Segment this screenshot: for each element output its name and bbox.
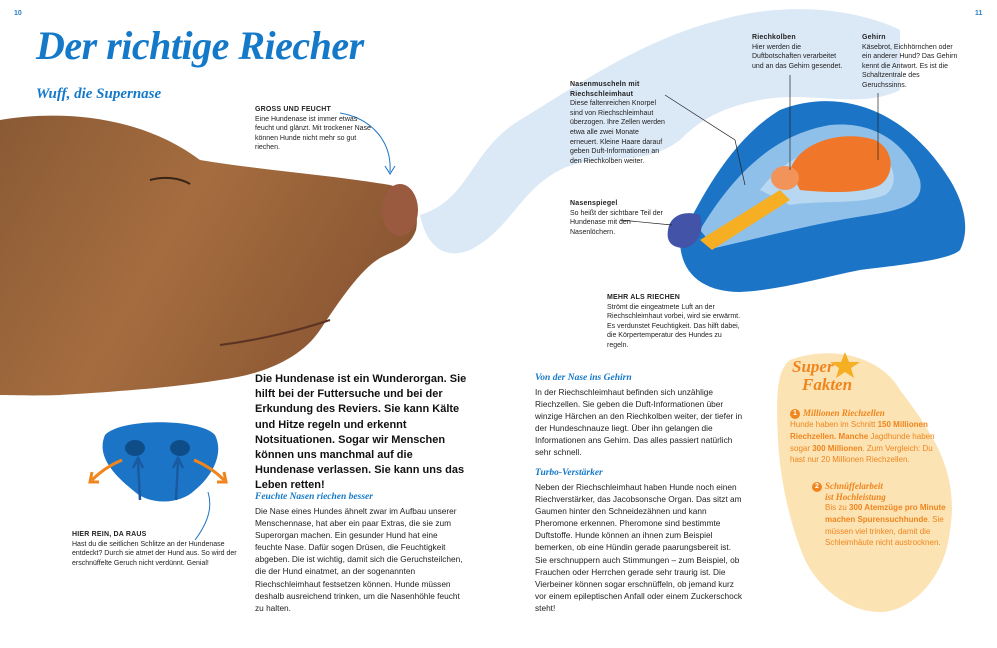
caption-text: Eine Hundenase ist immer etwas feucht und glänzt. Mit trockener Nase können Hunde nicht mehr so gut riechen. — [255, 115, 371, 152]
caption-hier-rein — [72, 530, 237, 568]
fact-item-1 — [790, 408, 950, 466]
facts-title — [792, 358, 852, 394]
fact-heading-line2: ist Hochleistung — [825, 492, 886, 502]
facts-title-line1: Super — [792, 357, 834, 376]
fact-text-part: . Zum Vergleich: Du hast nur 20 Millionen Riechzellen. — [790, 443, 933, 465]
caption-heading: HIER REIN, DA RAUS — [72, 531, 147, 538]
fact-heading — [790, 408, 950, 419]
page-subtitle: Wuff, die Supernase — [36, 86, 162, 102]
caption-heading: GROSS UND FEUCHT — [255, 106, 331, 113]
caption-heading: Gehirn — [862, 34, 886, 41]
fact-item-2 — [812, 481, 952, 549]
fact-text-bold: 300 Atemzüge pro Minute machen Spurensuchhunde — [825, 503, 946, 524]
fact-text — [790, 419, 950, 466]
caption-mehr-als-riechen — [607, 293, 742, 351]
fact-text — [812, 502, 952, 549]
fact-text-part: Jagdhunde haben sogar — [790, 431, 935, 453]
olfactory-bulb — [771, 166, 799, 190]
nostril-left — [125, 440, 145, 456]
fact-text-part: Bis zu — [825, 503, 850, 512]
caption-heading: Riechkolben — [752, 34, 796, 41]
fact-number: 1 — [790, 409, 800, 419]
caption-gross-und-feucht — [255, 105, 375, 153]
fact-heading — [812, 481, 952, 492]
caption-nasenspiegel — [570, 199, 665, 237]
caption-text: Hier werden die Duftbotschaften verarbeitet und an das Gehirn gesendet. — [752, 43, 843, 70]
section-text-nase: In der Riechschleimhaut befinden sich unzählige Riechzellen. Sie geben die Duft-Informationen über winzige Härchen an den Riechkolben weiter, der tiefer in der Hundeschnauze liegt. Über ihn gelangen die Informationen ans Gehirn. Das alles passiert natürlich sehr schnell. — [535, 387, 743, 458]
section-text-turbo: Neben der Riechschleimhaut haben Hunde noch einen Riechverstärker, das Jacobsonsche Organ. Das sitzt am Gaumen hinter den Schneidezähnen und kann Pheromone erkennen. Pheromone sind bestimmte Duftstoffe. Hunde können an ihnen zum Beispiel bemerken, ob eine Hündin gerade paarungsbereit ist. Sie erschnuppern auch Stimmungen – zum Beispiel, ob Frauchen oder Herrchen gerade sehr traurig ist. Die Vierbeiner können sogar erschnüffeln, ob jemand kurz vor einem epileptischen Anfall oder einem Zuckerschock steht! — [535, 482, 743, 613]
section-text-feuchte: Die Nase eines Hundes ähnelt zwar im Aufbau unserer Menschennase, hat aber ein paar Extras, die sie zum Superorgan machen. Ein gesunder Hund hat eine feuchte Nase. Dafür sogen Drüsen, die Feuchtigkeit abgeben. Die ist wichtig, damit sich die Geruchsteilchen, die der Hund einatmet, an der sogenannten Riechschleimhaut festsetzen können. Hunde müssen deshalb ausreichend trinken, um die Nasenhöhle feucht zu halten. — [255, 506, 463, 613]
caption-heading: MEHR ALS RIECHEN — [607, 294, 680, 301]
dog-nose — [382, 184, 418, 236]
page-number-left: 10 — [14, 10, 22, 17]
section-heading-nase: Von der Nase ins Gehirn — [535, 373, 632, 383]
lead-paragraph: Die Hundenase ist ein Wunderorgan. Sie hilft bei der Futtersuche und bei der Erkundung des Reviers. Sie kann Kälte und Hitze regeln und erkennt Notsituationen. Sogar wir Menschen können uns manchmal auf die Hundenase verlassen. Sie kann uns das Leben retten! — [255, 373, 467, 492]
nostril-right — [170, 440, 190, 456]
caption-nasenmuscheln — [570, 80, 665, 166]
caption-text: Käsebrot, Eichhörnchen oder ein anderer Hund? Das Gehirn kennt die Antwort. Es ist die Schaltzentrale des Geruchssinns. — [862, 43, 958, 89]
fact-text-part: . Sie müssen viel trinken, damit die Schleimhäute nicht austrocknen. — [825, 514, 944, 548]
caption-text: Diese faltenreichen Knorpel sind von Riechschleimhaut überzogen. Ihre Zellen werden etwa alle zwei Monate erneuert. Kleine Haare darauf geben Duft-Informationen an den Riechkolben weiter. — [570, 100, 665, 165]
page-title: Der richtige Riecher — [36, 23, 364, 68]
fact-text-part: Hunde haben im Schnitt — [790, 420, 878, 429]
caption-heading: Nasenmuscheln mit Riechschleimhaut — [570, 81, 640, 98]
page-number-right: 11 — [975, 10, 983, 17]
caption-riechkolben — [752, 33, 847, 71]
section-heading-feuchte: Feuchte Nasen riechen besser — [255, 492, 373, 502]
fact-heading-text: Schnüffelarbeit — [825, 481, 883, 491]
fact-text-bold: 150 Millionen Riechzellen. Manche — [790, 420, 928, 441]
caption-text: So heißt der sichtbare Teil der Hundenase mit den Nasenlöchern. — [570, 209, 663, 236]
facts-title-line2: Fakten — [802, 375, 853, 394]
section-heading-turbo: Turbo-Verstärker — [535, 468, 603, 478]
fact-number: 2 — [812, 482, 822, 492]
caption-heading: Nasenspiegel — [570, 200, 618, 207]
caption-gehirn — [862, 33, 962, 91]
fact-text-bold: 300 Millionen — [812, 443, 863, 453]
fact-heading-text: Millionen Riechzellen — [803, 408, 885, 418]
caption-text: Hast du die seitlichen Schlitze an der Hundenase entdeckt? Durch sie atmet der Hund aus. So wird der erschnüffelte Geruch nicht verdünnt. Genial! — [72, 540, 237, 567]
caption-text: Strömt die eingeatmete Luft an der Riechschleimhaut vorbei, wird sie erwärmt. Es verdunstet Feuchtigkeit. Das hilft dabei, die Körpertemperatur des Hundes zu regeln. — [607, 303, 741, 349]
dog-head-photo — [0, 116, 417, 396]
